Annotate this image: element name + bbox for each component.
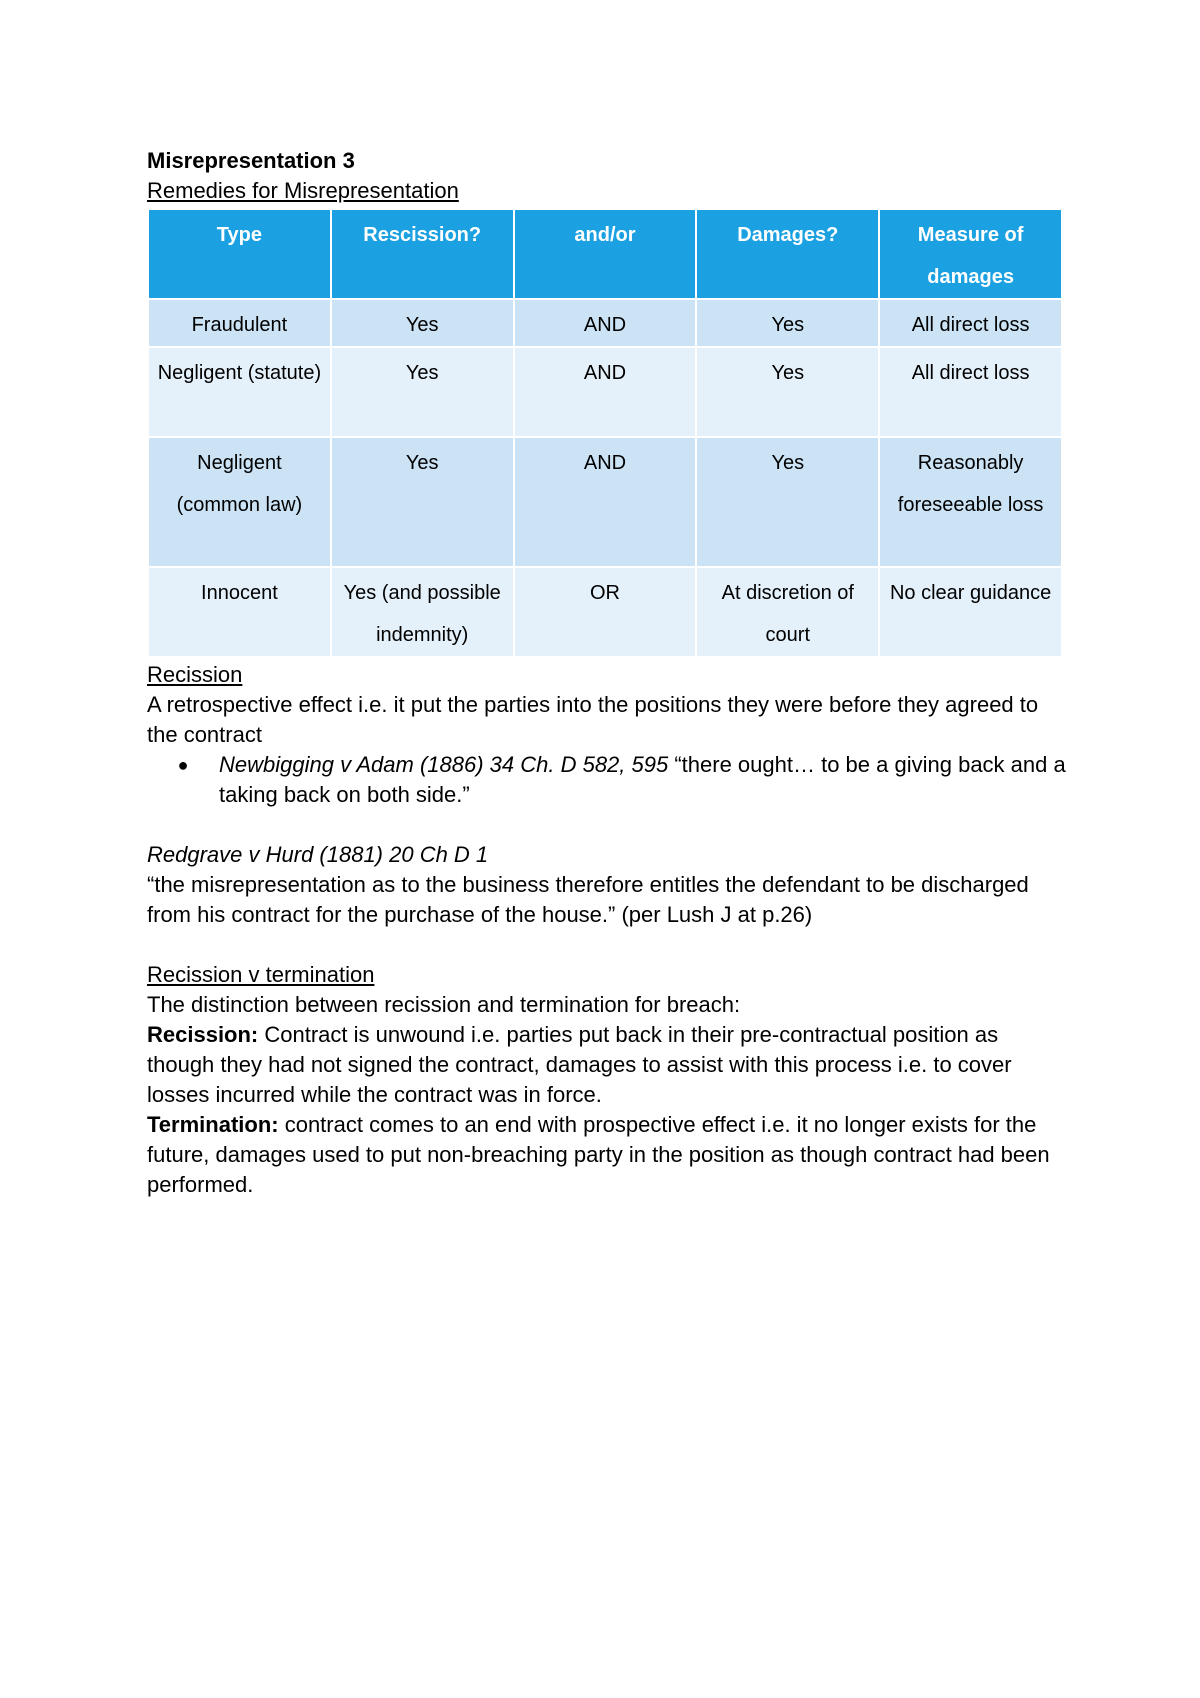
termination-label: Termination: <box>147 1112 279 1137</box>
document-subtitle: Remedies for Misrepresentation <box>147 178 459 203</box>
termination-intro: The distinction between recission and termination for breach: <box>147 992 741 1017</box>
header-and-or: and/or <box>514 209 697 299</box>
table-cell: AND <box>514 299 697 347</box>
termination-definition-text: contract comes to an end with prospective effect i.e. it no longer exists for the future, damages used to put non-breaching party in the position as though contract had been performed. <box>147 1112 1050 1197</box>
table-cell: AND <box>514 437 697 567</box>
table-cell: Yes <box>696 299 879 347</box>
table-cell: Negligent (statute) <box>148 347 331 437</box>
case-quote: “there ought… to be a giving back and a taking back on both side.” <box>219 752 1066 807</box>
termination-definition <box>147 1110 1067 1200</box>
termination-heading: Recission v termination <box>147 962 375 987</box>
table-cell: Yes <box>331 347 514 437</box>
header-damages: Damages? <box>696 209 879 299</box>
table-cell: Reasonably foreseeable loss <box>879 437 1062 567</box>
recission-definition-text: Contract is unwound i.e. parties put back in their pre-contractual position as though they had not signed the contract, damages to assist with this process i.e. to cover losses incurred while the contract was in force. <box>147 1022 1012 1107</box>
recission-text: A retrospective effect i.e. it put the parties into the positions they were before they agreed to the contract <box>147 692 1039 747</box>
table-cell: At discretion of court <box>696 567 879 657</box>
table-cell: Yes <box>696 347 879 437</box>
table-row <box>148 437 1062 567</box>
bullet-icon: ● <box>177 755 189 775</box>
redgrave-quote: “the misrepresentation as to the business therefore entitles the defendant to be discharged from his contract for the purchase of the house.” (per Lush J at p.26) <box>147 872 1029 927</box>
table-row <box>148 299 1062 347</box>
table-header-row <box>148 209 1062 299</box>
remedies-table <box>147 208 1063 658</box>
recission-definition <box>147 1020 1067 1110</box>
table-cell: Fraudulent <box>148 299 331 347</box>
table-cell: Yes (and possible indemnity) <box>331 567 514 657</box>
table-cell: AND <box>514 347 697 437</box>
bullet-text <box>219 750 1067 810</box>
table-cell: OR <box>514 567 697 657</box>
table-cell: Negligent (common law) <box>148 437 331 567</box>
table-cell: Yes <box>331 299 514 347</box>
table-cell: No clear guidance <box>879 567 1062 657</box>
recission-heading: Recission <box>147 662 243 687</box>
table-cell: Yes <box>331 437 514 567</box>
table-cell: All direct loss <box>879 299 1062 347</box>
header-type: Type <box>148 209 331 299</box>
header-rescission: Rescission? <box>331 209 514 299</box>
table-cell: All direct loss <box>879 347 1062 437</box>
header-measure: Measure of damages <box>879 209 1062 299</box>
list-item <box>147 750 1067 810</box>
table-cell: Innocent <box>148 567 331 657</box>
table-cell: Yes <box>696 437 879 567</box>
table-row <box>148 347 1062 437</box>
case-citation-redgrave: Redgrave v Hurd (1881) 20 Ch D 1 <box>147 842 489 867</box>
spacer <box>147 810 1067 840</box>
case-citation: Newbigging v Adam (1886) 34 Ch. D 582, 595 <box>219 752 669 777</box>
recission-label: Recission: <box>147 1022 259 1047</box>
document-title: Misrepresentation 3 <box>147 148 355 173</box>
table-row <box>148 567 1062 657</box>
document-content <box>147 146 1067 1200</box>
spacer <box>147 930 1067 960</box>
